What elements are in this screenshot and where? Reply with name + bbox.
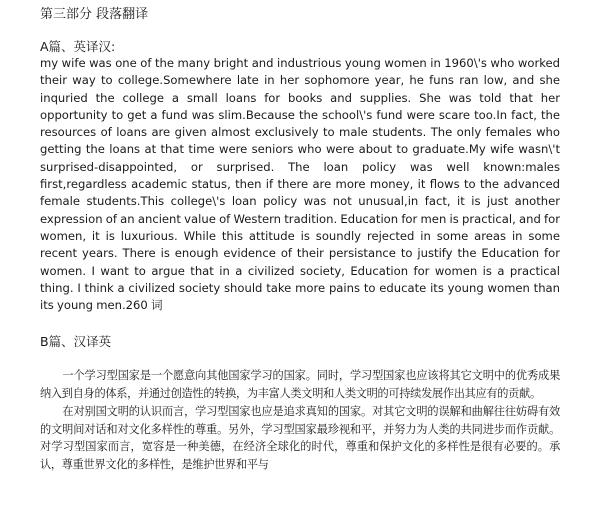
part-b-heading: B篇、汉译英	[40, 334, 112, 350]
part-b-paragraph-1: 一个学习型国家是一个愿意向其他国家学习的国家。同时，学习型国家也应该将其它文明中的优秀成果纳入到自身的体系，并通过创造性的转换，为丰富人类文明和人类文明的可持续发展作出其应有的贡献。	[40, 369, 560, 401]
part-a-english-passage: my wife was one of the many bright and industrious young women in 1960\'s who worked their way to college.Somewhere late in her sophomore year, he funs ran low, and she inquried the college a small loans for books and supplies. She was told that her opportunity to get a fund was slim.Because the school\'s fund were scare too.In fact, the resources of loans are given almost exclusively to male students. The only females who getting the loans at that time were seniors who were about to graduate.My wife wasn\'t surprised-disappointed, or surprised. The loan policy was well known:males first,regardless academic status, then if there are more money, it flows to the advanced female students.This college\'s loan policy was not unusual,in fact, it is just another expression of an ancient value of Western tradition. Education for men is practical, and for women, it is luxurious. While this attitude is soundly rejected in some areas in some recent years. There is enough evidence of their persistance to justify the Education for women. I want to argue that in a civilized society, Education for women is a practical thing. I think a civilized society should take more pains to educate its young women than its young men.260 词	[40, 56, 560, 313]
section-title: 第三部分 段落翻译	[40, 7, 149, 22]
part-a-heading: A篇、英译汉:	[40, 39, 116, 54]
part-b-paragraph-2: 在对别国文明的认识而言，学习型国家也应是追求真知的国家。对其它文明的误解和曲解往往妨碍有效的文明间对话和对文化多样性的尊重。另外，学习型国家最珍视和平，并努力为人类的共同进步而作贡献。对学习型国家而言，宽容是一种美德，在经济全球化的时代，尊重和保护文化的多样性是很有必要的。承认，尊重世界文化的多样性，是维护世界和平与	[40, 404, 560, 471]
part-b-chinese-passage	[40, 367, 560, 473]
